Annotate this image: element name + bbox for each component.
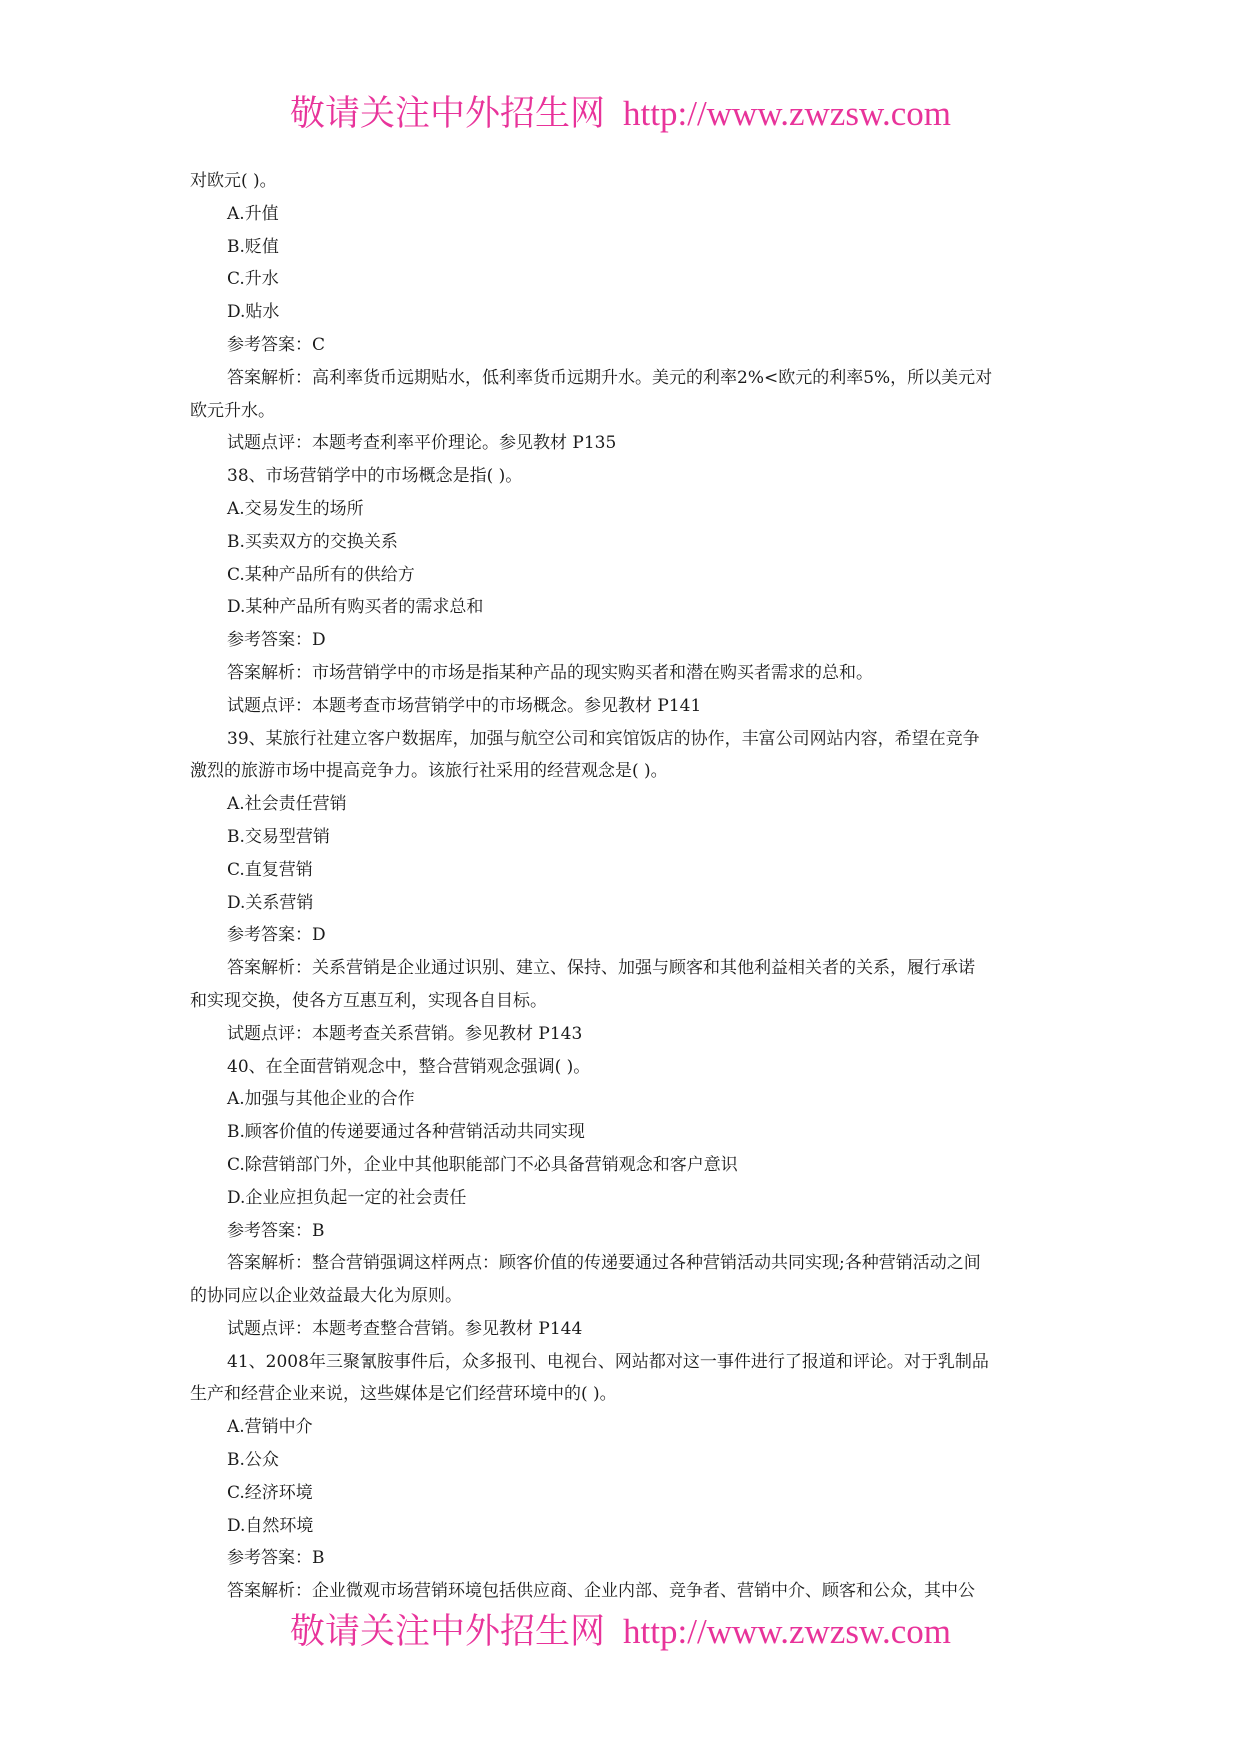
option-line: C.直复营销 bbox=[227, 859, 313, 880]
banner-text: 敬请关注中外招生网 bbox=[290, 1612, 606, 1652]
option-line: C.某种产品所有的供给方 bbox=[227, 564, 415, 585]
option-line: D.贴水 bbox=[227, 302, 280, 323]
comment-line: 试题点评：本题考查市场营销学中的市场概念。参见教材 P141 bbox=[227, 695, 702, 716]
option-line: D.自然环境 bbox=[227, 1515, 314, 1536]
option-line: A.营销中介 bbox=[227, 1417, 313, 1438]
option-line: D.关系营销 bbox=[227, 892, 314, 913]
option-line: B.公众 bbox=[227, 1450, 279, 1471]
option-line: B.顾客价值的传递要通过各种营销活动共同实现 bbox=[227, 1122, 585, 1143]
answer-line: 参考答案：D bbox=[227, 630, 326, 651]
question-line: 41、2008年三聚氰胺事件后，众多报刊、电视台、网站都对这一事件进行了报道和评论。对于乳制品 bbox=[227, 1351, 989, 1372]
document-body bbox=[190, 165, 1060, 1608]
banner-url[interactable]: http://www.zwzsw.com bbox=[623, 1612, 951, 1651]
header-banner bbox=[0, 92, 1241, 136]
explanation-line: 和实现交换，使各方互惠互利，实现各自目标。 bbox=[190, 990, 547, 1011]
option-line: B.买卖双方的交换关系 bbox=[227, 531, 398, 552]
explanation-line: 答案解析：市场营销学中的市场是指某种产品的现实购买者和潜在购买者需求的总和。 bbox=[227, 662, 873, 683]
question-line: 39、某旅行社建立客户数据库，加强与航空公司和宾馆饭店的协作，丰富公司网站内容，希望在竞争 bbox=[227, 728, 980, 749]
option-line: B.交易型营销 bbox=[227, 826, 330, 847]
answer-line: 参考答案：C bbox=[227, 334, 326, 355]
option-line: C.经济环境 bbox=[227, 1482, 313, 1503]
answer-line: 参考答案：B bbox=[227, 1220, 325, 1241]
option-line: B.贬值 bbox=[227, 236, 279, 257]
question-line: 激烈的旅游市场中提高竞争力。该旅行社采用的经营观念是( )。 bbox=[190, 761, 668, 782]
option-line: C.除营销部门外，企业中其他职能部门不必具备营销观念和客户意识 bbox=[227, 1154, 738, 1175]
question-line: 生产和经营企业来说，这些媒体是它们经营环境中的( )。 bbox=[190, 1384, 617, 1405]
question-line: 40、在全面营销观念中，整合营销观念强调( )。 bbox=[227, 1056, 591, 1077]
option-line: D.某种产品所有购买者的需求总和 bbox=[227, 597, 484, 618]
explanation-line: 答案解析：企业微观市场营销环境包括供应商、企业内部、竞争者、营销中介、顾客和公众，其中公 bbox=[227, 1581, 975, 1602]
explanation-line: 欧元升水。 bbox=[190, 400, 275, 421]
question-line: 38、市场营销学中的市场概念是指( )。 bbox=[227, 466, 523, 487]
option-line: D.企业应担负起一定的社会责任 bbox=[227, 1187, 467, 1208]
answer-line: 参考答案：D bbox=[227, 925, 326, 946]
explanation-line: 答案解析：整合营销强调这样两点：顾客价值的传递要通过各种营销活动共同实现;各种营销活动之间 bbox=[227, 1253, 981, 1274]
footer-banner bbox=[0, 1610, 1241, 1654]
text-line: 对欧元( )。 bbox=[190, 171, 277, 191]
comment-line: 试题点评：本题考查利率平价理论。参见教材 P135 bbox=[227, 433, 617, 454]
option-line: A.交易发生的场所 bbox=[227, 498, 364, 519]
answer-line: 参考答案：B bbox=[227, 1548, 325, 1569]
explanation-line: 答案解析：高利率货币远期贴水，低利率货币远期升水。美元的利率2%<欧元的利率5%，所以美元对 bbox=[227, 367, 993, 388]
comment-line: 试题点评：本题考查关系营销。参见教材 P143 bbox=[227, 1023, 583, 1044]
comment-line: 试题点评：本题考查整合营销。参见教材 P144 bbox=[227, 1318, 583, 1339]
explanation-line: 的协同应以企业效益最大化为原则。 bbox=[190, 1286, 462, 1307]
explanation-line: 答案解析：关系营销是企业通过识别、建立、保持、加强与顾客和其他利益相关者的关系，履行承诺 bbox=[227, 958, 975, 979]
banner-text: 敬请关注中外招生网 bbox=[290, 94, 606, 134]
option-line: A.升值 bbox=[227, 203, 279, 224]
option-line: A.社会责任营销 bbox=[227, 794, 347, 815]
option-line: A.加强与其他企业的合作 bbox=[227, 1089, 415, 1110]
option-line: C.升水 bbox=[227, 269, 279, 290]
banner-url[interactable]: http://www.zwzsw.com bbox=[623, 94, 951, 133]
